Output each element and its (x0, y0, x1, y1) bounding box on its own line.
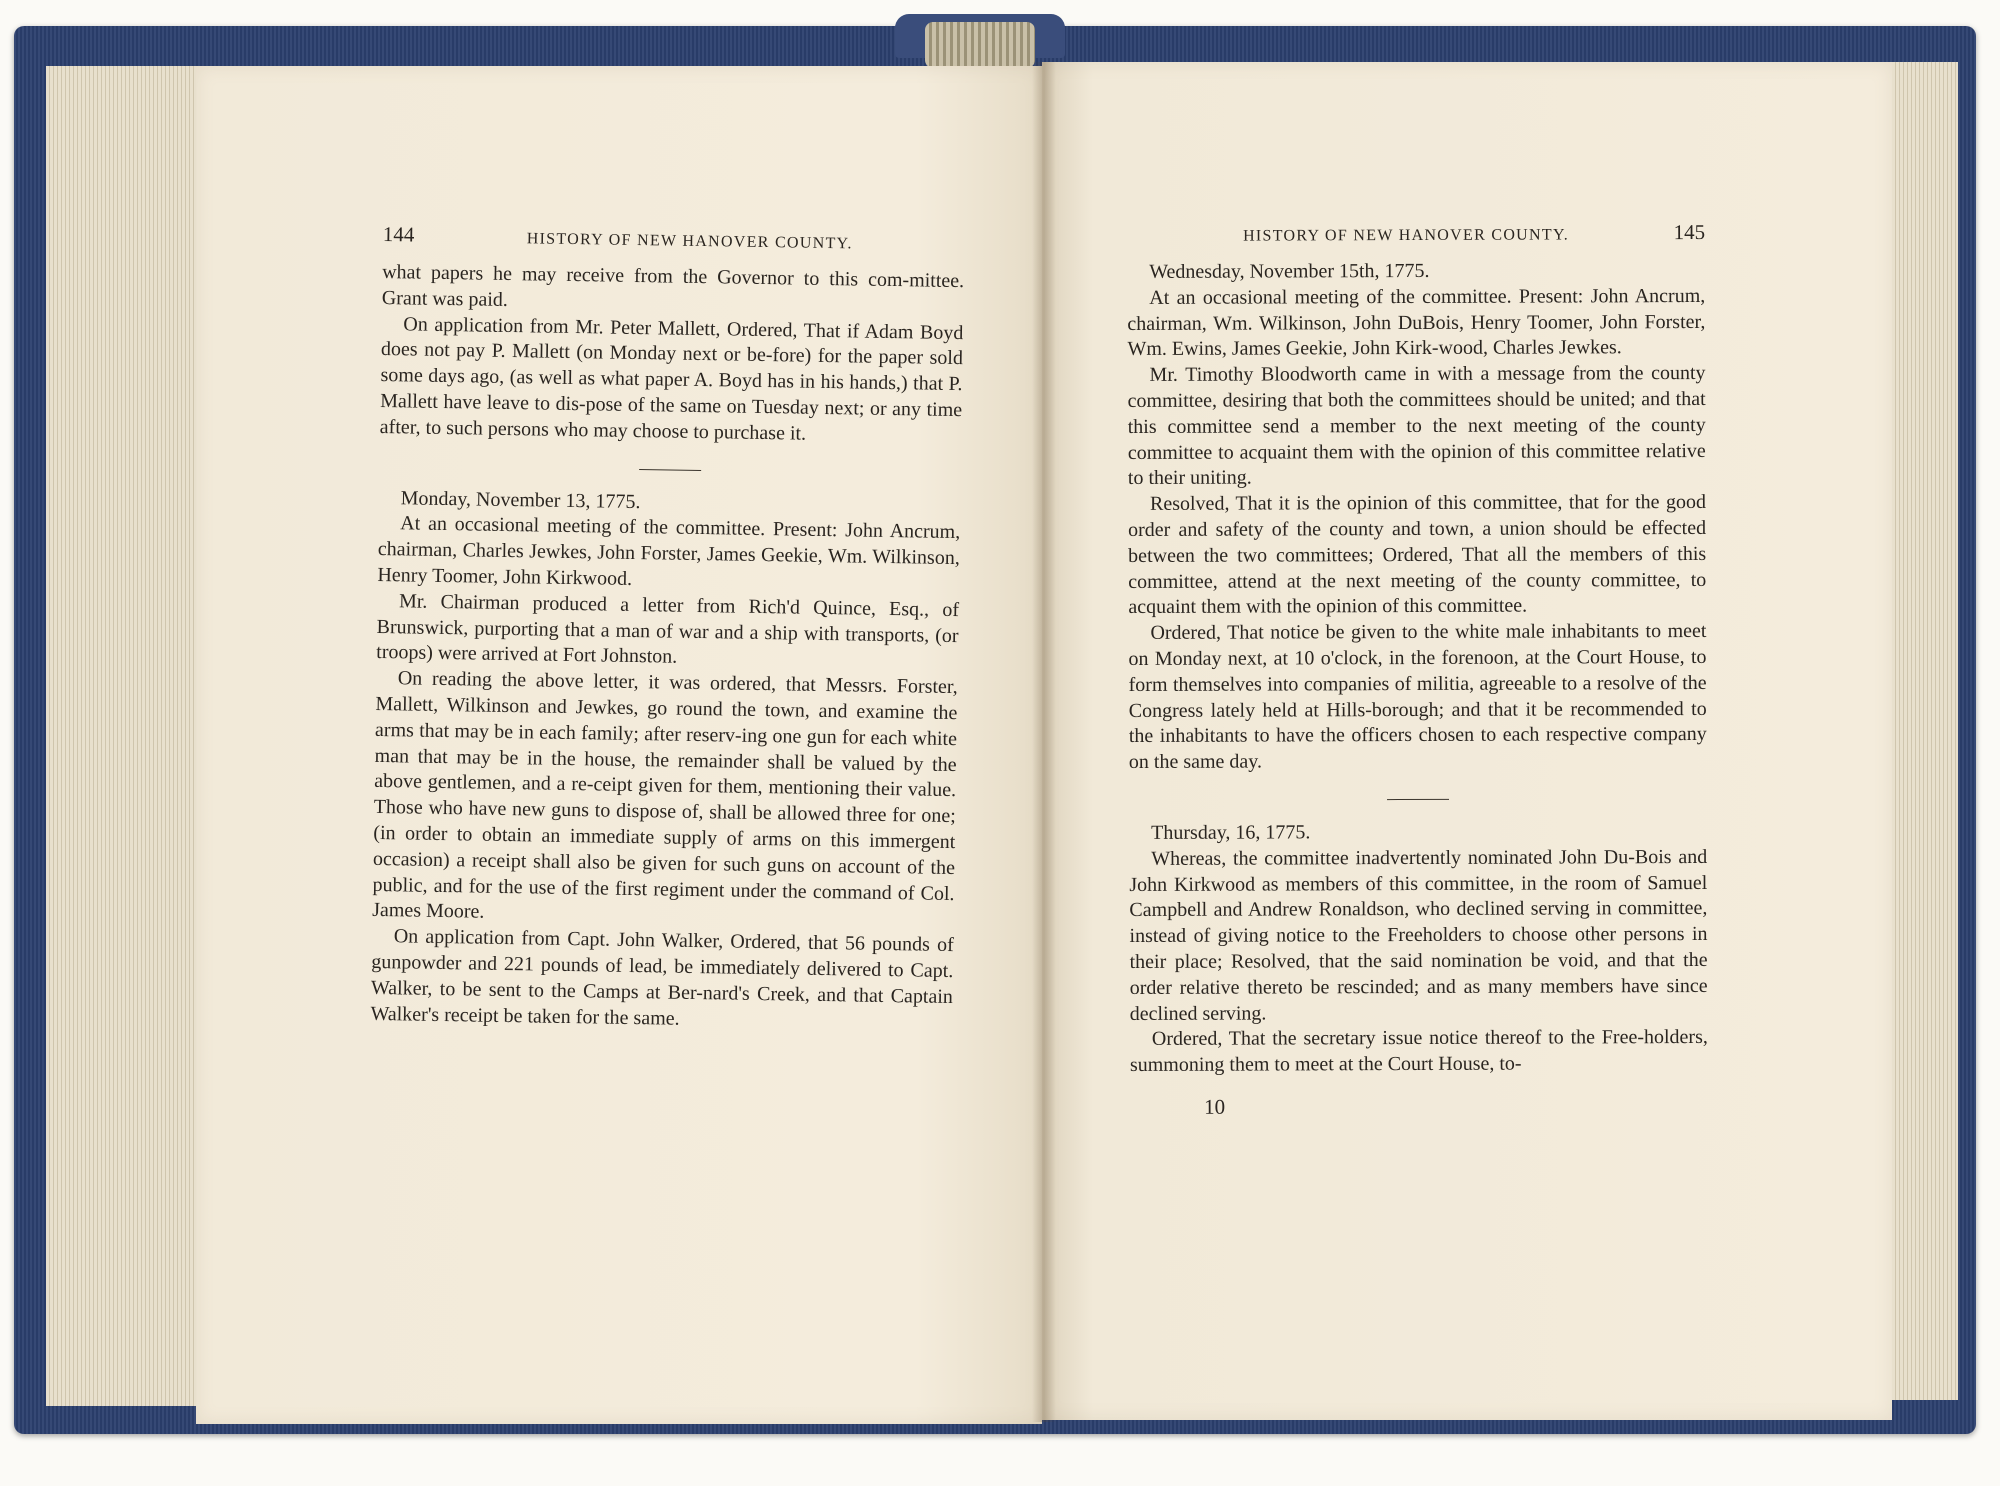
paragraph: Ordered, That notice be given to the white male inhabitants to meet on Monday next, at 10 o'clock, in the forenoon, at the Court House, to form themselves into companies of militia, agreeable to a resolve of the Congress lately held at Hills-borough; and that it be recommended to the inhabitants to have the officers chosen to each respective company on the same day. (1128, 620, 1707, 774)
dateline: Thursday, 16, 1775. (1151, 821, 1311, 844)
running-head-title-right: HISTORY OF NEW HANOVER COUNTY. (1243, 226, 1570, 245)
right-page-text (1127, 220, 1708, 1120)
paragraph: what papers he may receive from the Governor to this com-mittee. Grant was paid. (381, 260, 965, 311)
paragraph: Mr. Timothy Bloodworth came in with a message from the county committee, desiring that both the committees should be united; and that this committee send a member to the next meeting of the county committee to acquaint them with the opinion of this committee relative to their uniting. (1127, 362, 1706, 490)
paragraph: At an occasional meeting of the committee. Present: John Ancrum, chairman, Wm. Wilkinson, John DuBois, Henry Toomer, John Forster, Wm. Ewins, James Geekie, John Kirk-wood, Charles Jewkes. (1127, 284, 1706, 361)
paragraph: On reading the above letter, it was ordered, that Messrs. Forster, Mallett, Wilkinson and Jewkes, go round the town, and examine the arms that may be in each family; after reserv-ing one gun for each white man that may be in the house, the remainder shall be valued by the above gentlemen, and a re-ceipt given for them, mentioning their value. Those who have new guns to dispose of, shall be allowed three for one; (in order to obtain an immediate supply of arms on this immergent occasion) a receipt shall also be given for such guns on account of the public, and for the use of the first regiment under the command of Col. James Moore. (372, 667, 958, 924)
page-number-left: 144 (382, 222, 415, 247)
paragraph: At an occasional meeting of the committee. Present: John Ancrum, chairman, Charles Jewkes, John Forster, James Geekie, Wm. Wilkinson, Henry Toomer, John Kirkwood. (377, 512, 961, 590)
paragraph: Whereas, the committee inadvertently nominated John Du-Bois and John Kirkwood as members of this committee, in the room of Samuel Campbell and Andrew Ronaldson, who declined serving in committee, instead of giving notice to the Freeholders to choose other persons in their place; Resolved, that the said nomination be void, and that the order relative thereto be rescinded; and as many members have since declined serving. (1129, 845, 1708, 1025)
book-gutter (1032, 62, 1056, 1422)
dateline: Monday, November 13, 1775. (400, 486, 641, 513)
left-page-text (370, 222, 965, 1036)
signature-mark: 10 (1204, 1094, 1226, 1119)
page-edges-left (46, 66, 206, 1406)
section-divider (1387, 799, 1449, 800)
page-number-right: 145 (1673, 219, 1706, 245)
right-running-head (1127, 220, 1705, 260)
paragraph: On application from Capt. John Walker, Ordered, that 56 pounds of gunpowder and 221 pounds of lead, be immediately delivered to Capt. Walker, to be sent to the Camps at Ber-nard's Creek, and that Captain Walker's receipt be taken for the same. (370, 925, 954, 1030)
running-head-title-left: HISTORY OF NEW HANOVER COUNTY. (526, 230, 853, 253)
paragraph: On application from Mr. Peter Mallett, Ordered, That if Adam Boyd does not pay P. Mallett (on Monday next or be-fore) for the paper sold some days ago, (as well as what paper A. Boyd has in his hands,) that P. Mallett have leave to dis-pose of the same on Tuesday next; or any time after, to such persons who may choose to purchase it. (379, 312, 964, 445)
section-divider (639, 469, 701, 471)
binding-thread (925, 22, 1035, 68)
dateline: Wednesday, November 15th, 1775. (1149, 259, 1430, 283)
paragraph: Mr. Chairman produced a letter from Rich'd Quince, Esq., of Brunswick, purporting that a man of war and a ship with transports, (or troops) were arrived at Fort Johnston. (376, 590, 960, 669)
paragraph: Ordered, That the secretary issue notice thereof to the Free-holders, summoning them to meet at the Court House, to- (1129, 1026, 1708, 1077)
paragraph: Resolved, That it is the opinion of this committee, that for the good order and safety of the county and town, a union should be effected between the two committees; Ordered, That all the members of this committee, attend at the next meeting of the county committee, to acquaint them with the opinion of this committee. (1128, 491, 1707, 619)
